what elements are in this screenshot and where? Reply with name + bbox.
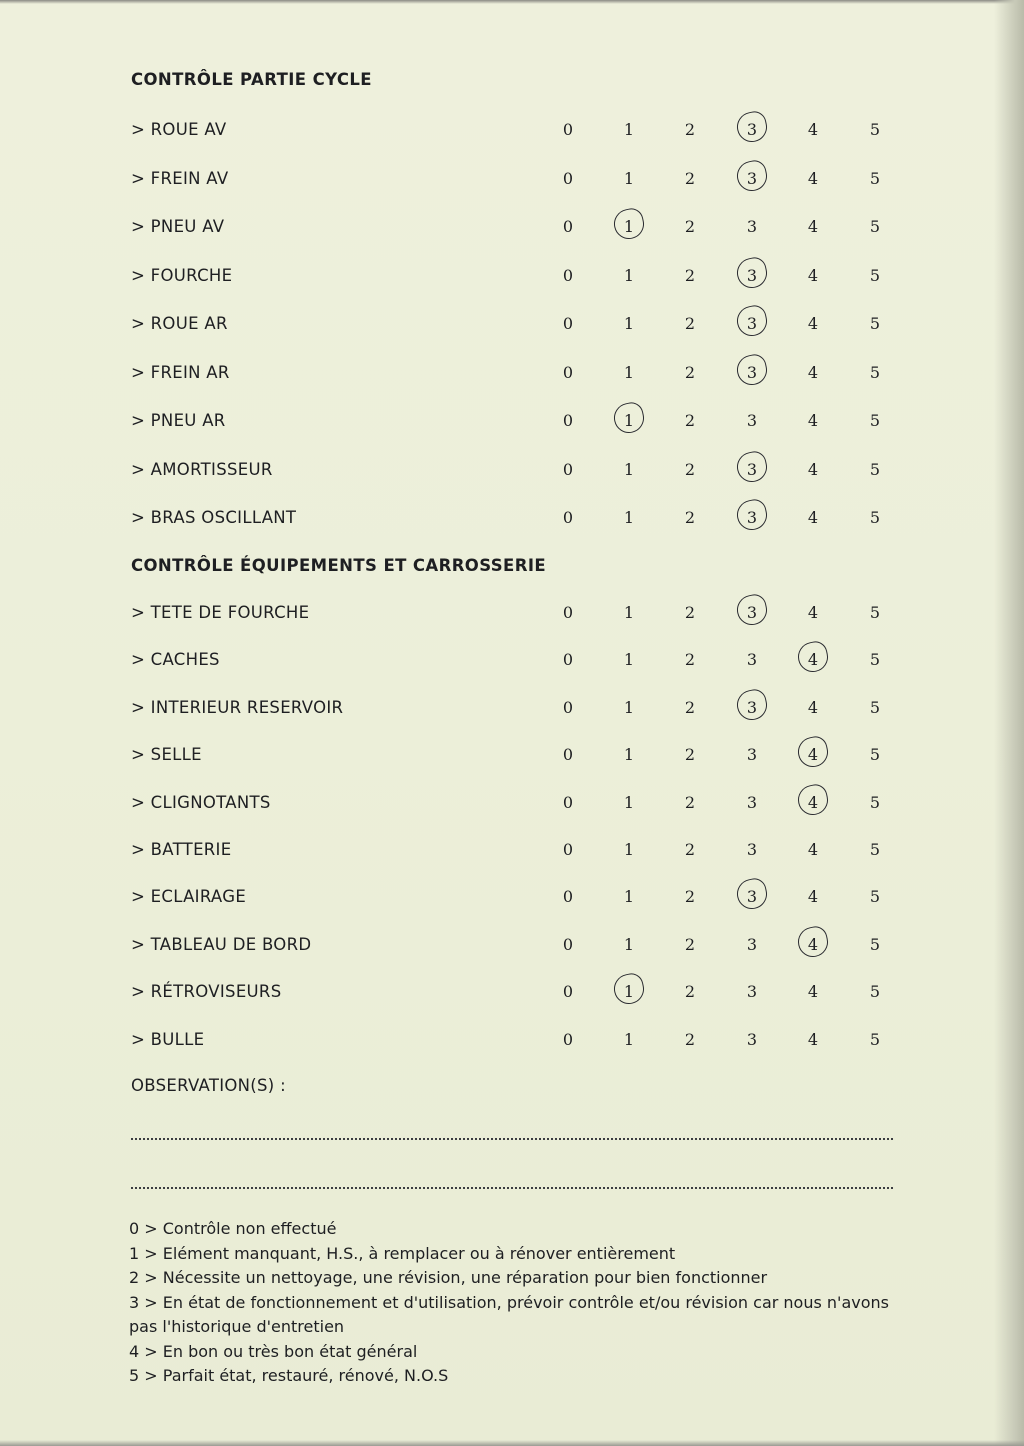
- score-option-0[interactable]: 0: [562, 1029, 574, 1049]
- score-option-2[interactable]: 2: [684, 934, 696, 954]
- checklist-item-label: > INTERIEUR RESERVOIR: [131, 697, 344, 717]
- score-option-2[interactable]: 2: [684, 168, 696, 188]
- score-option-0[interactable]: 0: [562, 314, 574, 333]
- checklist-row: [0, 645, 1024, 675]
- legend-item-4: 4 > En bon ou très bon état général: [129, 1341, 418, 1361]
- score-option-3[interactable]: 3: [746, 745, 758, 765]
- checklist-row: [0, 598, 1024, 628]
- score-option-1[interactable]: 1: [623, 745, 635, 765]
- score-option-3[interactable]: 3: [746, 362, 758, 382]
- section-title-equipment: CONTRÔLE ÉQUIPEMENTS ET CARROSSERIE: [131, 556, 547, 575]
- checklist-item-label: > TABLEAU DE BORD: [131, 934, 312, 954]
- rating-legend: [129, 1217, 889, 1389]
- checklist-row: [0, 788, 1024, 818]
- score-option-4[interactable]: 4: [807, 934, 819, 954]
- score-option-3[interactable]: 3: [746, 697, 758, 717]
- score-option-4[interactable]: 4: [807, 745, 819, 765]
- checklist-row: [0, 261, 1024, 291]
- checklist-item-label: > AMORTISSEUR: [131, 459, 273, 479]
- score-option-5[interactable]: 5: [869, 217, 881, 236]
- score-option-5[interactable]: 5: [869, 982, 881, 1002]
- score-option-5[interactable]: 5: [869, 508, 881, 527]
- checklist-item-label: > BULLE: [131, 1029, 205, 1049]
- score-option-2[interactable]: 2: [684, 265, 696, 285]
- score-option-3[interactable]: 3: [746, 934, 758, 954]
- checklist-row: [0, 164, 1024, 194]
- checklist-row: [0, 693, 1024, 723]
- score-option-3[interactable]: 3: [746, 1029, 758, 1049]
- score-option-3[interactable]: 3: [746, 603, 758, 622]
- checklist-item-label: > CLIGNOTANTS: [131, 792, 271, 812]
- checklist-row: [0, 212, 1024, 242]
- score-option-2[interactable]: 2: [684, 982, 696, 1002]
- score-option-1[interactable]: 1: [623, 792, 635, 812]
- checklist-item-label: > BATTERIE: [131, 840, 232, 859]
- checklist-item-label: > ROUE AR: [131, 314, 228, 333]
- score-option-4[interactable]: 4: [807, 459, 819, 479]
- observation-label: OBSERVATION(S) :: [131, 1076, 286, 1095]
- score-option-0[interactable]: 0: [562, 982, 574, 1002]
- score-option-2[interactable]: 2: [684, 697, 696, 717]
- observation-line-1[interactable]: [131, 1138, 893, 1140]
- checklist-row: [0, 309, 1024, 339]
- score-option-5[interactable]: 5: [869, 314, 881, 333]
- score-option-1[interactable]: 1: [623, 603, 635, 622]
- legend-item-2: 2 > Nécessite un nettoyage, une révision, une réparation pour bien fonctionner: [129, 1268, 768, 1287]
- score-option-1[interactable]: 1: [623, 982, 635, 1002]
- score-option-4[interactable]: 4: [807, 217, 819, 236]
- score-option-1[interactable]: 1: [623, 508, 635, 527]
- legend-item-0: 0 > Contrôle non effectué: [129, 1219, 337, 1238]
- score-option-3[interactable]: 3: [746, 265, 758, 285]
- checklist-item-label: > TETE DE FOURCHE: [131, 603, 310, 622]
- checklist-item-label: > FREIN AV: [131, 168, 229, 188]
- score-option-4[interactable]: 4: [807, 603, 819, 622]
- score-option-1[interactable]: 1: [623, 314, 635, 333]
- score-option-1[interactable]: 1: [623, 887, 635, 907]
- score-option-2[interactable]: 2: [684, 411, 696, 430]
- score-option-3[interactable]: 3: [746, 792, 758, 812]
- score-option-4[interactable]: 4: [807, 120, 819, 139]
- score-option-2[interactable]: 2: [684, 745, 696, 765]
- score-option-0[interactable]: 0: [562, 603, 574, 622]
- checklist-item-label: > ROUE AV: [131, 120, 227, 139]
- score-option-4[interactable]: 4: [807, 982, 819, 1002]
- paper-top-edge: [0, 0, 1024, 4]
- checklist-row: [0, 835, 1024, 865]
- score-option-2[interactable]: 2: [684, 508, 696, 527]
- score-option-0[interactable]: 0: [562, 697, 574, 717]
- score-option-0[interactable]: 0: [562, 411, 574, 430]
- score-option-4[interactable]: 4: [807, 697, 819, 717]
- checklist-row: [0, 930, 1024, 960]
- score-option-4[interactable]: 4: [807, 1029, 819, 1049]
- score-option-5[interactable]: 5: [869, 745, 881, 765]
- score-option-3[interactable]: 3: [746, 650, 758, 670]
- score-option-2[interactable]: 2: [684, 120, 696, 139]
- checklist-row: [0, 455, 1024, 485]
- score-option-1[interactable]: 1: [623, 459, 635, 479]
- score-option-4[interactable]: 4: [807, 508, 819, 527]
- score-option-3[interactable]: 3: [746, 411, 758, 430]
- score-option-1[interactable]: 1: [623, 265, 635, 285]
- section-title-cycle: CONTRÔLE PARTIE CYCLE: [131, 70, 372, 89]
- score-option-4[interactable]: 4: [807, 840, 819, 859]
- score-option-2[interactable]: 2: [684, 217, 696, 236]
- checklist-item-label: > CACHES: [131, 650, 220, 670]
- score-option-2[interactable]: 2: [684, 650, 696, 670]
- score-option-3[interactable]: 3: [746, 120, 758, 139]
- score-option-1[interactable]: 1: [623, 168, 635, 188]
- score-option-2[interactable]: 2: [684, 1029, 696, 1049]
- score-option-1[interactable]: 1: [623, 411, 635, 430]
- score-option-0[interactable]: 0: [562, 508, 574, 527]
- score-option-5[interactable]: 5: [869, 650, 881, 670]
- score-option-4[interactable]: 4: [807, 265, 819, 285]
- legend-item-3: 3 > En état de fonctionnement et d'utilisation, prévoir contrôle et/ou révision car nous n'avons pas l'historique d'entretien: [129, 1292, 889, 1336]
- score-option-0[interactable]: 0: [562, 459, 574, 479]
- checklist-item-label: > FOURCHE: [131, 265, 233, 285]
- score-option-0[interactable]: 0: [562, 792, 574, 812]
- checklist-item-label: > PNEU AR: [131, 411, 226, 430]
- score-option-3[interactable]: 3: [746, 508, 758, 527]
- score-option-0[interactable]: 0: [562, 362, 574, 382]
- score-option-1[interactable]: 1: [623, 934, 635, 954]
- score-option-5[interactable]: 5: [869, 1029, 881, 1049]
- checklist-row: [0, 740, 1024, 770]
- checklist-item-label: > FREIN AR: [131, 362, 230, 382]
- score-option-1[interactable]: 1: [623, 1029, 635, 1049]
- score-option-0[interactable]: 0: [562, 887, 574, 907]
- score-option-2[interactable]: 2: [684, 362, 696, 382]
- score-option-2[interactable]: 2: [684, 840, 696, 859]
- checklist-row: [0, 882, 1024, 912]
- score-option-4[interactable]: 4: [807, 792, 819, 812]
- score-option-4[interactable]: 4: [807, 411, 819, 430]
- score-option-2[interactable]: 2: [684, 314, 696, 333]
- score-option-5[interactable]: 5: [869, 120, 881, 139]
- score-option-5[interactable]: 5: [869, 840, 881, 859]
- score-option-5[interactable]: 5: [869, 934, 881, 954]
- checklist-row: [0, 406, 1024, 436]
- score-option-0[interactable]: 0: [562, 265, 574, 285]
- checklist-item-label: > BRAS OSCILLANT: [131, 508, 297, 527]
- score-option-4[interactable]: 4: [807, 362, 819, 382]
- score-option-3[interactable]: 3: [746, 840, 758, 859]
- score-option-0[interactable]: 0: [562, 840, 574, 859]
- checklist-row: [0, 358, 1024, 388]
- score-option-5[interactable]: 5: [869, 887, 881, 907]
- legend-item-5: 5 > Parfait état, restauré, rénové, N.O.S: [129, 1366, 449, 1385]
- score-option-5[interactable]: 5: [869, 697, 881, 717]
- score-option-5[interactable]: 5: [869, 168, 881, 188]
- score-option-5[interactable]: 5: [869, 792, 881, 812]
- score-option-2[interactable]: 2: [684, 792, 696, 812]
- score-option-5[interactable]: 5: [869, 265, 881, 285]
- score-option-5[interactable]: 5: [869, 362, 881, 382]
- legend-item-1: 1 > Elément manquant, H.S., à remplacer ou à rénover entièrement: [129, 1243, 676, 1263]
- score-option-0[interactable]: 0: [562, 217, 574, 236]
- checklist-item-label: > ECLAIRAGE: [131, 887, 247, 907]
- checklist-row: [0, 503, 1024, 533]
- score-option-3[interactable]: 3: [746, 459, 758, 479]
- score-option-1[interactable]: 1: [623, 217, 635, 236]
- score-option-1[interactable]: 1: [623, 362, 635, 382]
- score-option-5[interactable]: 5: [869, 603, 881, 622]
- score-option-3[interactable]: 3: [746, 168, 758, 188]
- score-option-1[interactable]: 1: [623, 697, 635, 717]
- observation-line-2[interactable]: [131, 1187, 893, 1189]
- checklist-item-label: > SELLE: [131, 745, 202, 765]
- checklist-row: [0, 115, 1024, 145]
- score-option-5[interactable]: 5: [869, 459, 881, 479]
- score-option-2[interactable]: 2: [684, 459, 696, 479]
- score-option-0[interactable]: 0: [562, 745, 574, 765]
- score-option-1[interactable]: 1: [623, 840, 635, 859]
- score-option-0[interactable]: 0: [562, 650, 574, 670]
- checklist-item-label: > RÉTROVISEURS: [131, 982, 282, 1002]
- checklist-row: [0, 977, 1024, 1007]
- score-option-4[interactable]: 4: [807, 314, 819, 333]
- score-option-5[interactable]: 5: [869, 411, 881, 430]
- score-option-2[interactable]: 2: [684, 603, 696, 622]
- score-option-3[interactable]: 3: [746, 887, 758, 907]
- score-option-0[interactable]: 0: [562, 934, 574, 954]
- score-option-3[interactable]: 3: [746, 217, 758, 236]
- score-option-4[interactable]: 4: [807, 887, 819, 907]
- checklist-item-label: > PNEU AV: [131, 217, 225, 236]
- score-option-4[interactable]: 4: [807, 650, 819, 670]
- score-option-3[interactable]: 3: [746, 314, 758, 333]
- score-option-3[interactable]: 3: [746, 982, 758, 1002]
- score-option-0[interactable]: 0: [562, 120, 574, 139]
- paper-bottom-edge: [0, 1440, 1024, 1446]
- score-option-1[interactable]: 1: [623, 650, 635, 670]
- score-option-1[interactable]: 1: [623, 120, 635, 139]
- score-option-4[interactable]: 4: [807, 168, 819, 188]
- score-option-2[interactable]: 2: [684, 887, 696, 907]
- score-option-0[interactable]: 0: [562, 168, 574, 188]
- checklist-row: [0, 1025, 1024, 1055]
